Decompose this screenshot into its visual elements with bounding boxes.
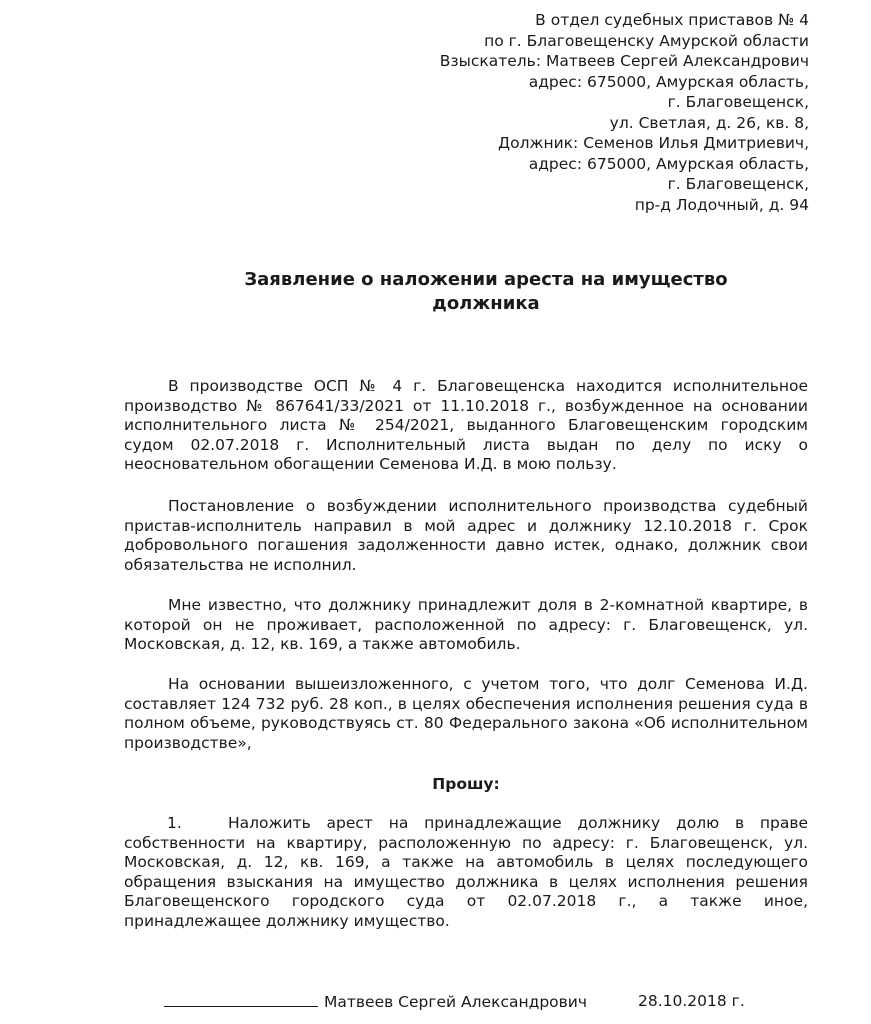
header-line: адрес: 675000, Амурская область, bbox=[528, 154, 809, 173]
header-line: Взыскатель: Матвеев Сергей Александрович bbox=[439, 52, 809, 70]
title-line-1: Заявление о наложении ареста на имущество bbox=[244, 269, 728, 290]
header-line: г. Благовещенск, bbox=[667, 93, 809, 111]
header-line: по г. Благовещенску Амурской области bbox=[484, 31, 809, 50]
request-item bbox=[124, 814, 808, 932]
paragraph-resolution: Постановление о возбуждении исполнительного производства судебный пристав-исполнитель направил в мой адрес и должнику 12.10.2018 г. Срок добровольного погашения задолженности давно истек, однако, должник свои обязательства не исполнил. bbox=[124, 497, 808, 574]
signature-line bbox=[164, 991, 318, 1007]
header-line: ул. Светлая, д. 26, кв. 8, bbox=[609, 113, 809, 132]
request-item-number: 1. bbox=[167, 814, 182, 832]
paragraph-proceedings: В производстве ОСП № 4 г. Благовещенска находится исполнительное производство № 867641/33/2021 от 11.10.2018 г., возбужденное на основании исполнительного листа № 254/2021, выданного Благовещенским городским судом 02.07.2018 г. Исполнительный листа выдан по делу по иску о неосновательном обогащении Семенова И.Д. в мою пользу. bbox=[124, 377, 808, 474]
signature-date: 28.10.2018 г. bbox=[638, 992, 745, 1010]
request-item-text: Наложить арест на принадлежащие должнику долю в праве собственности на квартиру, расположенную по адресу: г. Благовещенск, ул. Московская, д. 12, кв. 169, а также на автомобиль в целях последующего обращения взыскания на имущество должника в целях исполнения решения Благовещенского городского суда от 02.07.2018 г., а также иное, принадлежащее должнику имущество. bbox=[124, 814, 808, 930]
request-heading: Прошу: bbox=[432, 775, 500, 793]
header-line: Должник: Семенов Илья Дмитриевич, bbox=[498, 134, 809, 152]
document-title bbox=[124, 268, 848, 316]
paragraph-property: Мне известно, что должнику принадлежит доля в 2-комнатной квартире, в которой он не проживает, расположенной по адресу: г. Благовещенск, ул. Московская, д. 12, кв. 169, а также автомобиль. bbox=[124, 596, 808, 654]
signatory-name: Матвеев Сергей Александрович bbox=[324, 993, 588, 1011]
header-line: В отдел судебных приставов № 4 bbox=[535, 11, 809, 29]
signature-block bbox=[164, 991, 764, 1012]
addressee-block bbox=[289, 10, 809, 215]
header-line: пр-д Лодочный, д. 94 bbox=[634, 195, 809, 214]
paragraph-grounds: На основании вышеизложенного, с учетом того, что долг Семенова И.Д. составляет 124 732 руб. 28 коп., в целях обеспечения исполнения решения суда в полном объеме, руководствуясь ст. 80 Федерального закона «Об исполнительном производстве», bbox=[124, 675, 808, 752]
header-line: адрес: 675000, Амурская область, bbox=[528, 72, 809, 91]
header-line: г. Благовещенск, bbox=[667, 175, 809, 193]
title-line-2: должника bbox=[432, 293, 540, 314]
